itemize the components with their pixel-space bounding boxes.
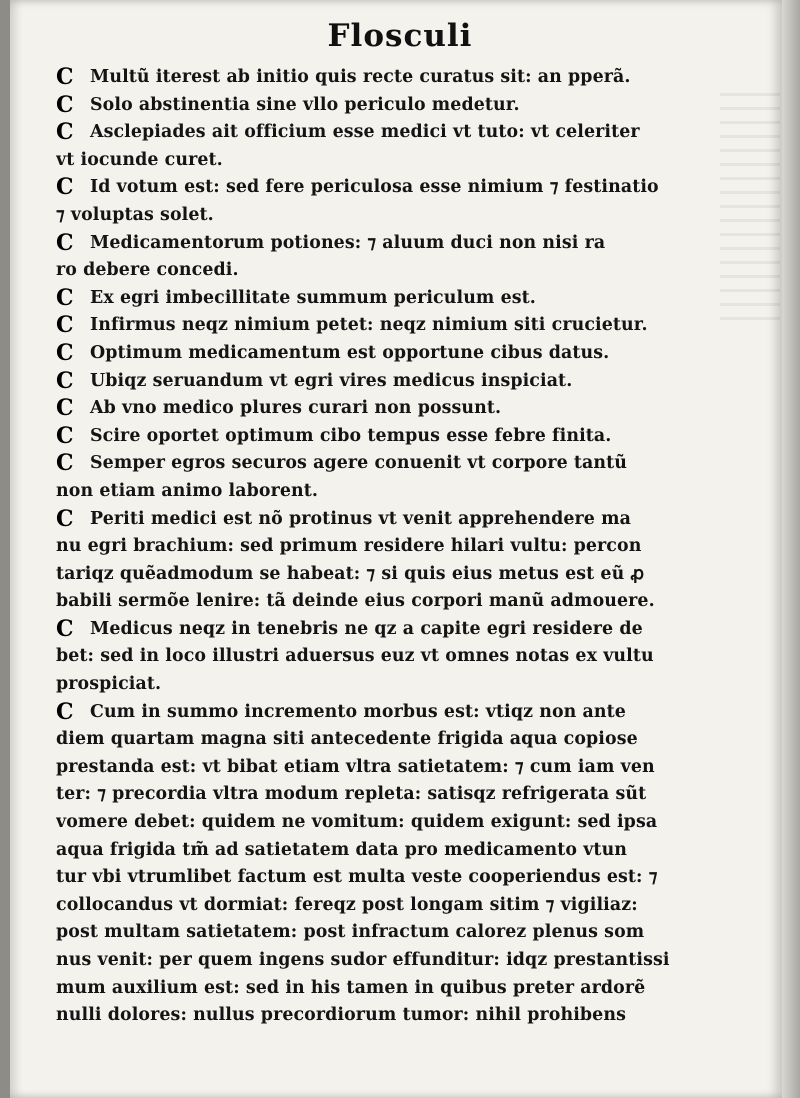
paragraph-mark-icon: C — [56, 339, 74, 366]
text-line — [56, 864, 772, 892]
line-text: Ex egri imbecillitate summum periculum est. — [90, 287, 536, 308]
line-text: Scire oportet optimum cibo tempus esse febre finita. — [90, 425, 612, 446]
line-text: ro debere concedi. — [56, 260, 239, 281]
paragraph-mark-icon: C — [56, 505, 74, 532]
text-line — [56, 147, 772, 175]
line-text: bet: sed in loco illustri aduersus euz vt omnes notas ex vultu — [56, 646, 654, 667]
paragraph-mark-icon: C — [56, 422, 74, 449]
page-edge — [782, 0, 800, 1098]
paragraph-mark-icon: C — [56, 312, 74, 339]
text-line — [56, 809, 772, 837]
line-text: Solo abstinentia sine vllo periculo medetur. — [90, 94, 520, 115]
text-line — [56, 533, 772, 561]
text-line — [56, 837, 772, 865]
line-text: Ubiqz seruandum vt egri vires medicus inspiciat. — [90, 370, 573, 391]
paragraph-mark-icon: C — [56, 284, 74, 311]
line-text: prospiciat. — [56, 674, 162, 695]
paragraph-mark-icon: C — [56, 367, 74, 394]
text-block — [56, 64, 772, 1030]
text-line — [56, 919, 772, 947]
text-line — [56, 202, 772, 230]
line-text: ter: ⁊ precordia vltra modum repleta: satisqz refrigerata sũt — [56, 784, 647, 805]
text-line — [56, 671, 772, 699]
line-text: Ab vno medico plures curari non possunt. — [90, 398, 502, 419]
text-line — [56, 561, 772, 589]
text-line — [56, 340, 772, 368]
line-text: mum auxilium est: sed in his tamen in quibus preter ardorẽ — [56, 977, 646, 998]
text-line — [56, 478, 772, 506]
paragraph-mark-icon: C — [56, 698, 74, 725]
paragraph-mark-icon: C — [56, 64, 74, 90]
text-line — [56, 754, 772, 782]
line-text: vomere debet: quidem ne vomitum: quidem exigunt: sed ipsa — [56, 812, 658, 833]
text-line — [56, 947, 772, 975]
line-text: non etiam animo laborent. — [56, 480, 319, 501]
line-text: Id votum est: sed fere periculosa esse nimium ⁊ festinatio — [90, 177, 659, 198]
line-text: diem quartam magna siti antecedente frigida aqua copiose — [56, 729, 638, 750]
line-text: Optimum medicamentum est opportune cibus datus. — [90, 342, 610, 363]
paragraph-mark-icon: C — [56, 615, 74, 642]
text-line — [56, 285, 772, 313]
line-text: nus venit: per quem ingens sudor effunditur: idqz prestantissi — [56, 950, 670, 970]
line-text: Cum in summo incremento morbus est: vtiqz non ante — [90, 701, 626, 722]
text-line — [56, 174, 772, 202]
line-text: post multam satietatem: post infractum calorez plenus som — [56, 922, 645, 943]
paragraph-mark-icon: C — [56, 174, 74, 201]
text-line — [56, 92, 772, 120]
line-text: aqua frigida tm̃ ad satietatem data pro medicamento vtun — [56, 839, 628, 860]
line-text: Infirmus neqz nimium petet: neqz nimium siti crucietur. — [90, 315, 648, 336]
line-text: prestanda est: vt bibat etiam vltra satietatem: ⁊ cum iam ven — [56, 756, 655, 777]
line-text: vt iocunde curet. — [56, 149, 223, 170]
text-line — [56, 395, 772, 423]
text-line — [56, 450, 772, 478]
line-text: ⁊ voluptas solet. — [56, 204, 214, 225]
line-text: Periti medici est nõ protinus vt venit apprehendere ma — [90, 508, 631, 529]
text-line — [56, 506, 772, 534]
line-text: tur vbi vtrumlibet factum est multa veste cooperiendus est: ⁊ — [56, 867, 658, 888]
paragraph-mark-icon: C — [56, 229, 74, 256]
line-text: nulli dolores: nullus precordiorum tumor: nihil prohibens — [56, 1005, 626, 1026]
paragraph-mark-icon: C — [56, 119, 74, 146]
text-line — [56, 643, 772, 671]
line-text: Medicus neqz in tenebris ne qz a capite egri residere de — [90, 618, 643, 639]
line-text: Asclepiades ait officium esse medici vt tuto: vt celeriter — [90, 122, 640, 143]
text-line — [56, 1002, 772, 1030]
text-line — [56, 312, 772, 340]
line-text: collocandus vt dormiat: fereqz post longam sitim ⁊ vigiliaz: — [56, 894, 638, 915]
text-line — [56, 230, 772, 258]
text-line — [56, 588, 772, 616]
line-text: nu egri brachium: sed primum residere hilari vultu: percon — [56, 536, 642, 557]
text-line — [56, 726, 772, 754]
text-line — [56, 699, 772, 727]
line-text: Semper egros securos agere conuenit vt corpore tantũ — [90, 453, 628, 474]
text-line — [56, 423, 772, 451]
text-line — [56, 616, 772, 644]
text-line — [56, 368, 772, 396]
text-line — [56, 781, 772, 809]
text-line — [56, 975, 772, 1003]
text-line — [56, 257, 772, 285]
text-line — [56, 892, 772, 920]
text-line — [56, 119, 772, 147]
text-line — [56, 64, 772, 92]
line-text: tariqz quẽadmodum se habeat: ⁊ si quis eius metus est eũ ꝓ — [56, 563, 645, 584]
paragraph-mark-icon: C — [56, 450, 74, 477]
line-text: babili sermõe lenire: tã deinde eius corpori manũ admouere. — [56, 591, 655, 612]
line-text: Medicamentorum potiones: ⁊ aluum duci non nisi ra — [90, 232, 606, 253]
line-text: Multũ iterest ab initio quis recte curatus sit: an pperã. — [90, 67, 631, 87]
paragraph-mark-icon: C — [56, 395, 74, 422]
page-title: Flosculi — [327, 18, 473, 54]
paragraph-mark-icon: C — [56, 91, 74, 118]
